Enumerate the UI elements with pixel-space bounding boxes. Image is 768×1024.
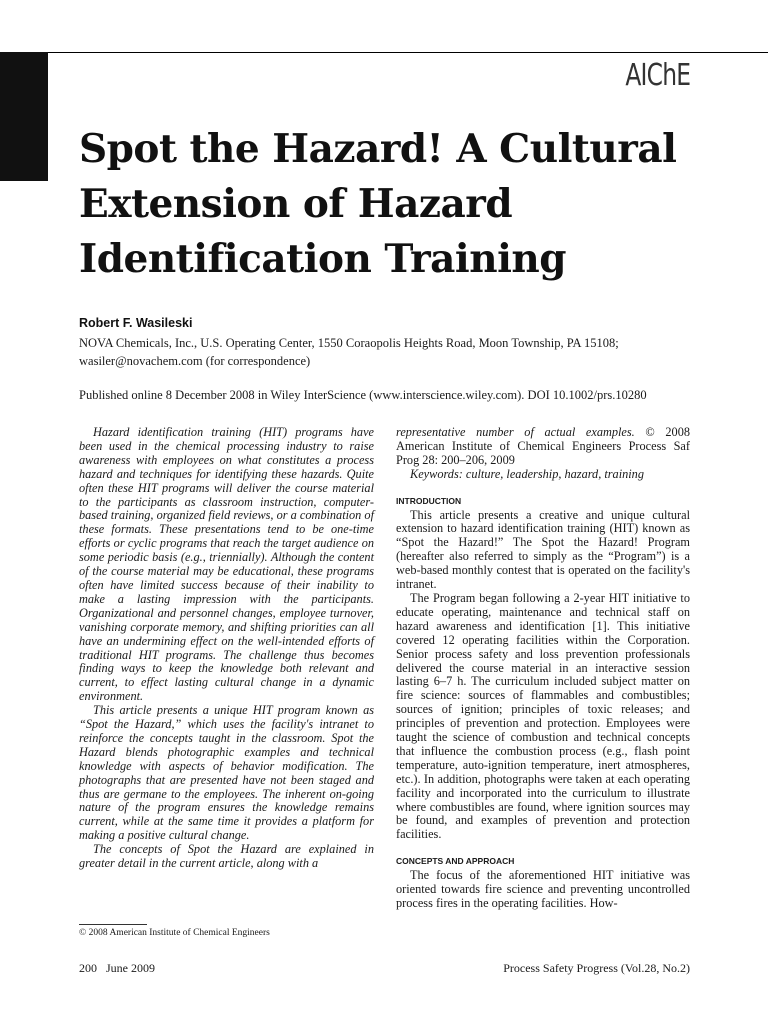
abstract-paragraph: This article presents a unique HIT program known as “Spot the Hazard,” which uses the facility's intranet to reinforce the concepts taught in the classroom. Spot the Hazard blends photographic examples and technical knowledge with aspects of behavior modification. The photographs that are presented have not been staged and thus are germane to the employees. The inherent on-going nature of the program ensures the knowledge remains current, while at the same time it provides a platform for making a positive cultural change. — [79, 703, 374, 843]
black-edge-tab — [0, 52, 48, 181]
keywords-list: culture, leadership, hazard, training — [462, 466, 644, 481]
abstract-citation: © 2008 American Institute of Chemical Engineers Process Saf Prog 28: 200–206, 2009 — [396, 425, 690, 467]
keywords-line — [396, 468, 690, 482]
author-affiliation: NOVA Chemicals, Inc., U.S. Operating Center, 1550 Coraopolis Heights Road, Moon Township, PA 15108; wasiler@novachem.com (for correspondence) — [79, 336, 619, 368]
publication-info: Published online 8 December 2008 in Wiley InterScience (www.interscience.wiley.com). DOI 10.1002/prs.10280 — [79, 388, 647, 402]
abstract-column — [79, 426, 374, 871]
article-title: Spot the Hazard! A Cultural Extension of Hazard Identification Training — [79, 126, 677, 282]
author-name: Robert F. Wasileski — [79, 316, 193, 330]
keywords-label: Keywords: — [410, 466, 463, 481]
body-paragraph: The Program began following a 2-year HIT initiative to educate operating, maintenance and technical staff on hazard awareness and identification [1]. This initiative covered 12 operating facilities within the Corporation. Senior process safety and loss prevention professionals delivered the course material in an interactive session lasting 6–7 h. The curriculum included subject matter on fire science: sources of flammables and combustibles; sources of ignition; principles of toxic releases; and principles of prevention and protection. Employees were taught the science of combustion and technical concepts that influence the combustion process (e.g., flash point temperature, auto-ignition temperature, inert atmospheres, etc.). In addition, photographs were taken at each operating facility and incorporated into the curriculum to illustrate where combustibles are found, where ignition sources may be found, and examples of prevention and protection facilities. — [396, 590, 690, 842]
page-number-date: 200 June 2009 — [79, 961, 155, 975]
copyright-footnote: © 2008 American Institute of Chemical Engineers — [79, 928, 270, 938]
top-rule — [48, 52, 768, 53]
abstract-continuation — [396, 426, 690, 468]
journal-citation: Process Safety Progress (Vol.28, No.2) — [503, 961, 690, 975]
section-heading-introduction: INTRODUCTION — [396, 495, 462, 506]
abstract-paragraph: The concepts of Spot the Hazard are explained in greater detail in the current article, along with a — [79, 842, 374, 871]
body-column — [396, 426, 690, 911]
abstract-continuation-text: representative number of actual examples. — [396, 425, 635, 439]
section-heading-concepts: CONCEPTS AND APPROACH — [396, 856, 515, 867]
aiche-logo: AIChE — [625, 58, 690, 93]
spacer — [396, 482, 690, 495]
abstract-paragraph: Hazard identification training (HIT) programs have been used in the chemical processing industry to raise awareness with employees on what constitutes a process hazard and techniques for identifying these hazards. Quite often these HIT programs will deliver the course material to the participants as classroom instruction, computer-based training, organized field reviews, or a combination of these formats. These presentations tend to be one-time efforts or cyclic programs that reach the target audience on some periodic basis (e.g., triennially). Although the content of the course material may be educational, these programs often have limited success because of their inability to make a lasting impression with the participants. Organizational and personnel changes, employee turnover, vanishing corporate memory, and shifting priorities can all have an undermining effect on the well-intended efforts of traditional HIT programs. The challenge thus becomes finding ways to keep the knowledge both relevant and current, to effect lasting cultural change in a dynamic environment. — [79, 425, 374, 704]
body-paragraph: The focus of the aforementioned HIT initiative was oriented towards fire science and preventing uncontrolled process fires in the operating facilities. How- — [396, 868, 690, 910]
spacer — [396, 842, 690, 855]
footnote-rule — [79, 924, 147, 925]
body-paragraph: This article presents a creative and unique cultural extension to hazard identification training (HIT) known as “Spot the Hazard!” The Spot the Hazard! Program (hereafter also referred to simply as the “Program”) is a web-based monthly contest that is operated on the facility's intranet. — [396, 507, 690, 592]
